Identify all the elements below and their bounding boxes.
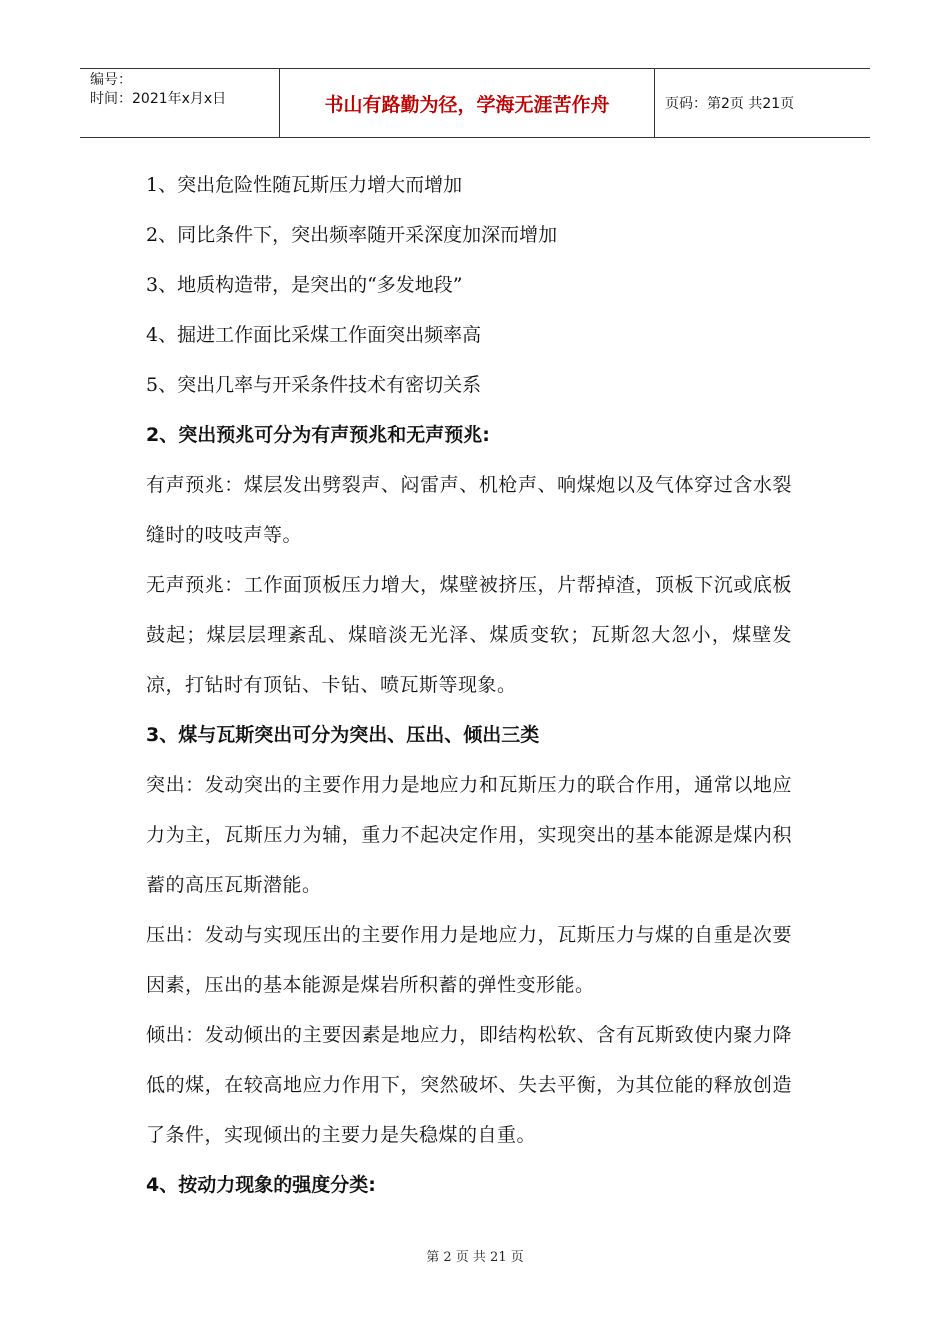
paragraph-tilt: 倾出：发动倾出的主要因素是地应力，即结构松软、含有瓦斯致使内聚力降低的煤，在较高地应力作用下，突然破坏、失去平衡，为其位能的释放创造了条件，实现倾出的主要力是失稳煤的自重。	[146, 1024, 792, 1146]
section-heading: 4、按动力现象的强度分类:	[146, 1174, 376, 1196]
header-motto: 书山有路勤为径，学海无涯苦作舟	[280, 69, 655, 137]
paragraph-outburst: 突出：发动突出的主要作用力是地应力和瓦斯压力的联合作用，通常以地应力为主，瓦斯压力为辅，重力不起决定作用，实现突出的基本能源是煤内积蓄的高压瓦斯潜能。	[146, 774, 792, 896]
document-body	[146, 160, 792, 1210]
header-page-code: 页码：第2页 共21页	[665, 96, 795, 112]
list-item: 1、突出危险性随瓦斯压力增大而增加	[146, 174, 463, 196]
header-info-cell	[80, 69, 280, 137]
number-label: 编号：	[90, 72, 132, 88]
paragraph-audible-signs: 有声预兆：煤层发出劈裂声、闷雷声、机枪声、响煤炮以及气体穿过含水裂缝时的吱吱声等。	[146, 474, 792, 546]
page-footer: 第 2 页 共 21 页	[426, 1250, 524, 1265]
document-header	[80, 68, 870, 138]
list-item: 2、同比条件下，突出频率随开采深度加深而增加	[146, 224, 558, 246]
list-item: 5、突出几率与开采条件技术有密切关系	[146, 374, 482, 396]
paragraph-extrusion: 压出：发动与实现压出的主要作用力是地应力，瓦斯压力与煤的自重是次要因素，压出的基本能源是煤岩所积蓄的弹性变形能。	[146, 924, 792, 996]
list-item: 3、地质构造带，是突出的“多发地段”	[146, 274, 463, 296]
list-item: 4、掘进工作面比采煤工作面突出频率高	[146, 324, 482, 346]
section-heading: 2、突出预兆可分为有声预兆和无声预兆:	[146, 424, 490, 446]
date-label: 时间：2021年x月x日	[90, 91, 227, 107]
section-heading: 3、煤与瓦斯突出可分为突出、压出、倾出三类	[146, 724, 540, 746]
paragraph-silent-signs: 无声预兆：工作面顶板压力增大，煤壁被挤压，片帮掉渣，顶板下沉或底板鼓起；煤层层理紊乱、煤暗淡无光泽、煤质变软；瓦斯忽大忽小，煤壁发凉，打钻时有顶钻、卡钻、喷瓦斯等现象。	[146, 574, 792, 696]
